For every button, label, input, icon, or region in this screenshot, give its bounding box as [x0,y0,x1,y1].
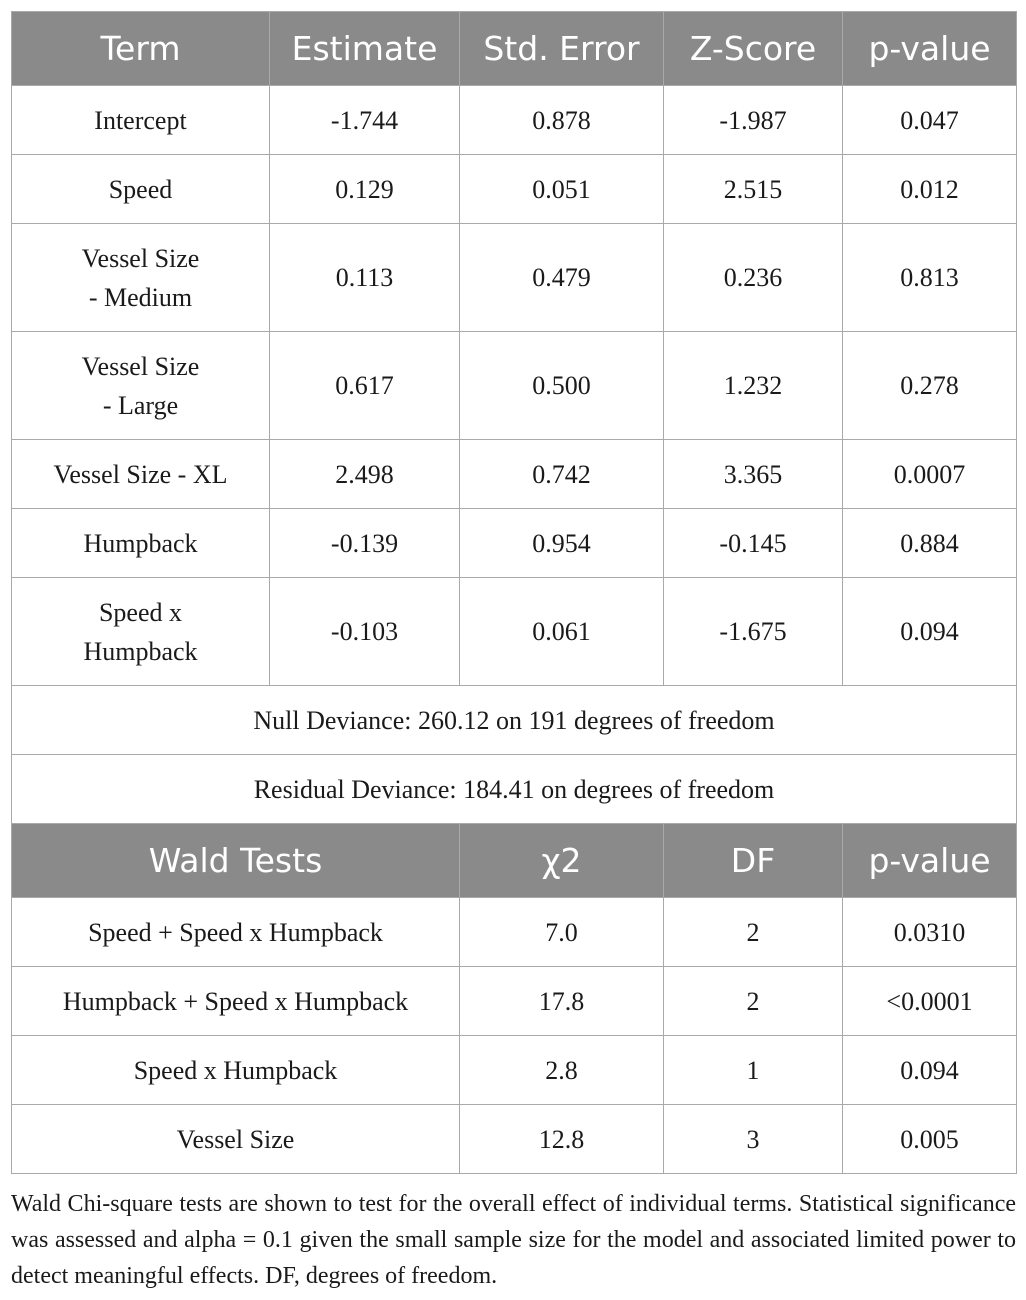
p-value-cell: 0.047 [843,86,1017,155]
wald-row [12,898,1017,967]
table-caption: Wald Chi-square tests are shown to test for the overall effect of individual terms. Statistical significance was assessed and alpha = 0.1 given the small sample size for the model and associated limited power to detect meaningful effects. DF, degrees of freedom. [11,1191,1016,1289]
header-term: Term [12,12,270,86]
df-cell: 3 [664,1105,843,1174]
std-error-cell: 0.051 [460,155,664,224]
z-score-cell: -1.987 [664,86,843,155]
chi-square-cell: 7.0 [460,898,664,967]
term-line-2: - Large [102,390,179,420]
residual-deviance-row [12,755,1017,824]
df-cell: 2 [664,898,843,967]
header-p-value: p-value [843,12,1017,86]
header-wald-tests: Wald Tests [12,824,460,898]
table-row [12,440,1017,509]
header-estimate: Estimate [270,12,460,86]
estimate-cell: 2.498 [270,440,460,509]
term-cell: Speed [12,155,270,224]
z-score-cell: 1.232 [664,332,843,440]
table-row [12,509,1017,578]
wald-row [12,1036,1017,1105]
term-cell: Humpback [12,509,270,578]
table-row [12,86,1017,155]
std-error-cell: 0.878 [460,86,664,155]
header-z-score: Z-Score [664,12,843,86]
term-cell: Vessel Size - XL [12,440,270,509]
wald-p-value-cell: 0.0310 [843,898,1017,967]
term-cell [12,332,270,440]
null-deviance: Null Deviance: 260.12 on 191 degrees of freedom [12,686,1017,755]
null-deviance-row [12,686,1017,755]
z-score-cell: 0.236 [664,224,843,332]
term-cell [12,578,270,686]
p-value-cell: 0.012 [843,155,1017,224]
regression-table [11,11,1017,1174]
table-row [12,155,1017,224]
estimate-cell: -0.103 [270,578,460,686]
p-value-cell: 0.094 [843,578,1017,686]
wald-row [12,1105,1017,1174]
p-value-cell: 0.0007 [843,440,1017,509]
table-header-row [12,12,1017,86]
wald-test-cell: Humpback + Speed x Humpback [12,967,460,1036]
term-cell [12,224,270,332]
wald-p-value-cell: 0.094 [843,1036,1017,1105]
residual-deviance: Residual Deviance: 184.41 on degrees of freedom [12,755,1017,824]
term-line-2: - Medium [88,282,193,312]
header-wald-p-value: p-value [843,824,1017,898]
wald-test-cell: Speed x Humpback [12,1036,460,1105]
term-line-1: Vessel Size [81,243,200,273]
estimate-cell: -1.744 [270,86,460,155]
estimate-cell: 0.129 [270,155,460,224]
df-cell: 2 [664,967,843,1036]
table-row [12,224,1017,332]
estimate-cell: 0.617 [270,332,460,440]
std-error-cell: 0.061 [460,578,664,686]
estimate-cell: 0.113 [270,224,460,332]
wald-test-cell: Vessel Size [12,1105,460,1174]
std-error-cell: 0.954 [460,509,664,578]
term-cell: Intercept [12,86,270,155]
p-value-cell: 0.278 [843,332,1017,440]
z-score-cell: -0.145 [664,509,843,578]
df-cell: 1 [664,1036,843,1105]
wald-p-value-cell: 0.005 [843,1105,1017,1174]
std-error-cell: 0.500 [460,332,664,440]
wald-p-value-cell: <0.0001 [843,967,1017,1036]
wald-header-row [12,824,1017,898]
z-score-cell: 2.515 [664,155,843,224]
header-chi-square: χ2 [460,824,664,898]
z-score-cell: 3.365 [664,440,843,509]
table-row [12,332,1017,440]
wald-test-cell: Speed + Speed x Humpback [12,898,460,967]
std-error-cell: 0.479 [460,224,664,332]
term-line-1: Vessel Size [81,351,200,381]
chi-square-cell: 2.8 [460,1036,664,1105]
chi-square-cell: 17.8 [460,967,664,1036]
estimate-cell: -0.139 [270,509,460,578]
term-line-1: Speed x [98,597,183,627]
chi-square-cell: 12.8 [460,1105,664,1174]
header-std-error: Std. Error [460,12,664,86]
table-row [12,578,1017,686]
z-score-cell: -1.675 [664,578,843,686]
term-line-2: Humpback [83,636,198,666]
wald-row [12,967,1017,1036]
p-value-cell: 0.884 [843,509,1017,578]
p-value-cell: 0.813 [843,224,1017,332]
header-df: DF [664,824,843,898]
std-error-cell: 0.742 [460,440,664,509]
